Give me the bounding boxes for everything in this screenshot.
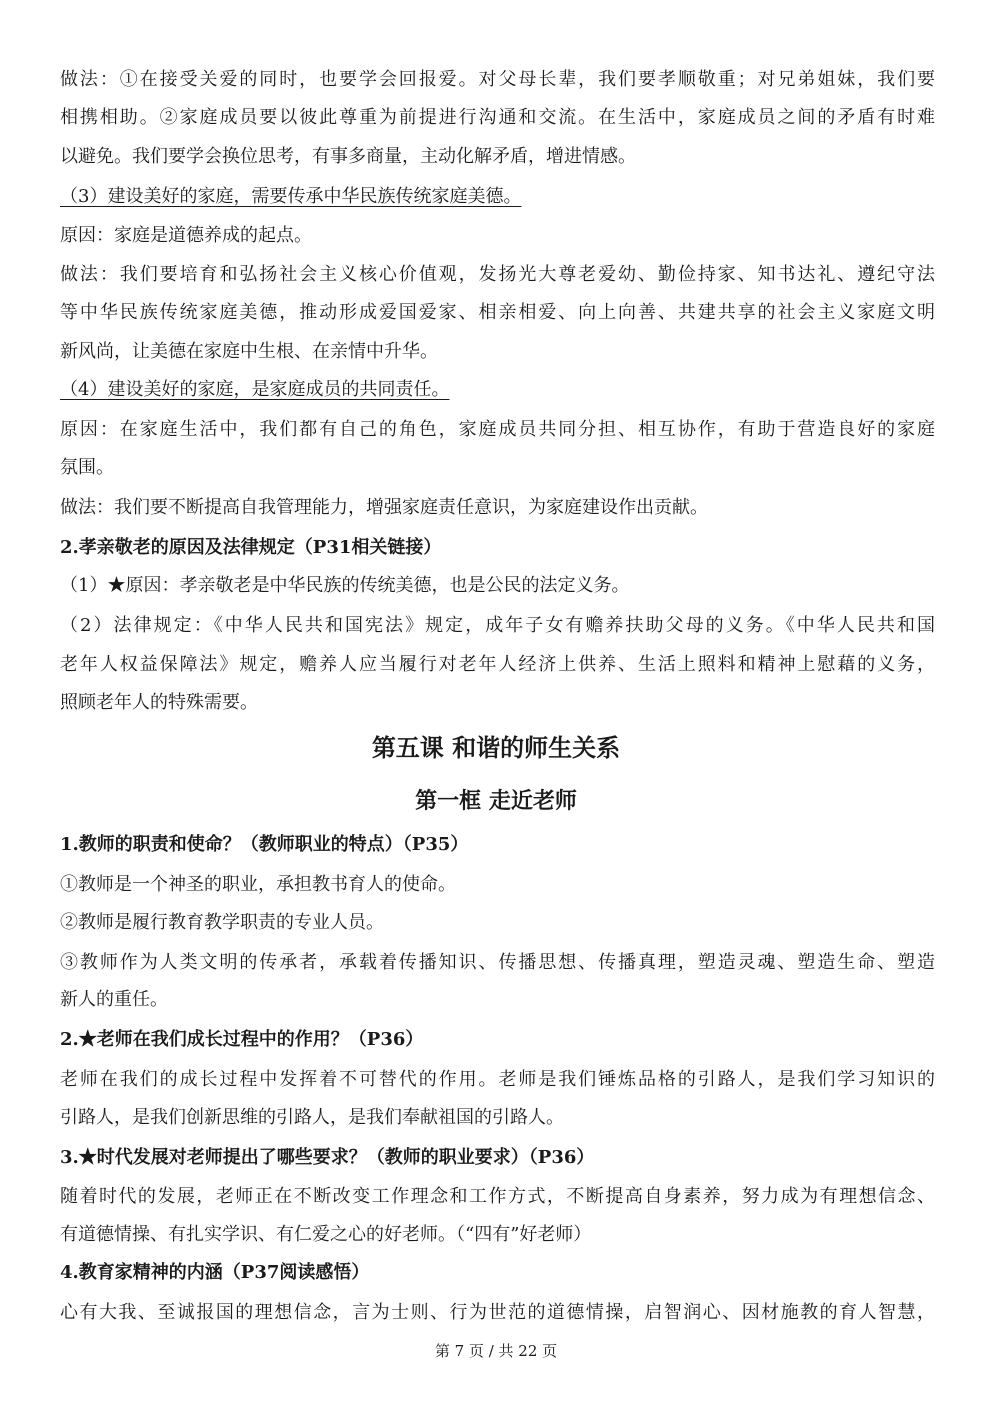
question-heading: 3.★时代发展对老师提出了哪些要求？（教师的职业要求）（P36） [60, 1147, 595, 1168]
paragraph-line: 老师在我们的成长过程中发挥着不可替代的作用。老师是我们锤炼品格的引路人，是我们学习知识的 [60, 1069, 935, 1090]
paragraph-line: 等中华民族传统家庭美德，推动形成爱国爱家、相亲相爱、向上向善、共建共享的社会主义家庭文明 [60, 302, 935, 323]
question-heading: 4.教育家精神的内涵（P37阅读感悟） [60, 1262, 370, 1283]
question-heading: 2.★老师在我们成长过程中的作用？（P36） [60, 1029, 424, 1050]
paragraph-line: 随着时代的发展，老师正在不断改变工作理念和工作方式，不断提高自身素养，努力成为有理想信念、 [60, 1186, 935, 1207]
paragraph-line: （1）★原因：孝亲敬老是中华民族的传统美德，也是公民的法定义务。 [60, 575, 630, 596]
paragraph-line: （2）法律规定：《中华人民共和国宪法》规定，成年子女有赡养扶助父母的义务。《中华人民共和国 [60, 615, 935, 636]
section-title: 第一框 走近老师 [415, 788, 577, 814]
paragraph-line: 心有大我、至诚报国的理想信念，言为士则、行为世范的道德情操，启智润心、因材施教的育人智慧， [60, 1302, 935, 1323]
subheading-underlined [60, 378, 935, 402]
paragraph-line: ③教师作为人类文明的传承者，承载着传播知识、传播思想、传播真理，塑造灵魂、塑造生命、塑造 [60, 952, 935, 973]
question-heading: 1.教师的职责和使命？（教师职业的特点）（P35） [60, 834, 469, 855]
paragraph-line: 做法：①在接受关爱的同时，也要学会回报爱。对父母长辈，我们要孝顺敬重；对兄弟姐妹，我们要 [60, 69, 935, 90]
question-heading: 2.孝亲敬老的原因及法律规定（P31相关链接） [60, 537, 442, 558]
paragraph-line: 新人的重任。 [60, 989, 168, 1010]
paragraph-line: 引路人，是我们创新思维的引路人，是我们奉献祖国的引路人。 [60, 1107, 564, 1128]
paragraph-line: 新风尚，让美德在家庭中生根、在亲情中升华。 [60, 341, 438, 362]
subheading-text: （4）建设美好的家庭，是家庭成员的共同责任。 [60, 379, 450, 400]
paragraph-line: 做法：我们要培育和弘扬社会主义核心价值观，发扬光大尊老爱幼、勤俭持家、知书达礼、遵纪守法 [60, 264, 935, 285]
paragraph-line: ②教师是履行教育教学职责的专业人员。 [60, 912, 384, 933]
paragraph-line: 原因：在家庭生活中，我们都有自己的角色，家庭成员共同分担、相互协作，有助于营造良好的家庭 [60, 419, 935, 440]
subheading-underlined [60, 185, 935, 209]
paragraph-line: ①教师是一个神圣的职业，承担教书育人的使命。 [60, 874, 456, 895]
paragraph-line: 有道德情操、有扎实学识、有仁爱之心的好老师。（“四有”好老师） [60, 1224, 592, 1245]
paragraph-line: 原因：家庭是道德养成的起点。 [60, 225, 312, 246]
paragraph-line: 照顾老年人的特殊需要。 [60, 692, 258, 713]
subheading-text: （3）建设美好的家庭，需要传承中华民族传统家庭美德。 [60, 186, 522, 207]
page-footer: 第 7 页 / 共 22 页 [434, 1342, 558, 1360]
paragraph-line: 以避免。我们要学会换位思考，有事多商量，主动化解矛盾，增进情感。 [60, 146, 636, 167]
paragraph-line: 相携相助。②家庭成员要以彼此尊重为前提进行沟通和交流。在生活中，家庭成员之间的矛盾有时难 [60, 107, 935, 128]
paragraph-line: 氛围。 [60, 457, 114, 478]
paragraph-line: 做法：我们要不断提高自我管理能力，增强家庭责任意识，为家庭建设作出贡献。 [60, 497, 708, 518]
lesson-title: 第五课 和谐的师生关系 [371, 733, 621, 762]
paragraph-line: 老年人权益保障法》规定，赡养人应当履行对老年人经济上供养、生活上照料和精神上慰藉的义务， [60, 654, 935, 675]
